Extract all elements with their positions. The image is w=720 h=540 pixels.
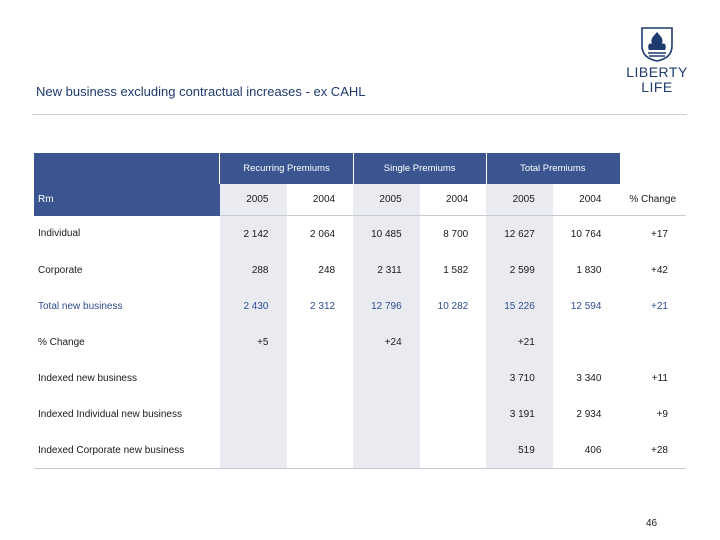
cell: [420, 396, 487, 432]
row-label: % Change: [38, 336, 85, 348]
cell: 1 582: [443, 264, 469, 276]
cell: 12 627: [486, 216, 553, 253]
cell: [619, 324, 686, 360]
group-recurring-premiums: Recurring Premiums: [220, 153, 353, 184]
year-header: 2005: [353, 184, 420, 216]
cell: 248: [318, 264, 336, 276]
row-label: Indexed Individual new business: [38, 408, 182, 420]
table-row: [34, 432, 686, 469]
cell: 3 710: [486, 360, 553, 396]
cell: 10 764: [570, 228, 602, 240]
row-label: Indexed new business: [38, 372, 137, 384]
cell: [553, 324, 620, 360]
table-row: [34, 288, 686, 324]
cell: 1 830: [576, 264, 602, 276]
row-label: Total new business: [38, 300, 123, 312]
cell: 10 485: [353, 216, 420, 253]
year-header: 2004: [287, 184, 354, 216]
cell: [287, 396, 354, 432]
header-divider: [32, 114, 687, 115]
table-row: [34, 396, 686, 432]
cell: 8 700: [443, 228, 469, 240]
cell: [220, 396, 287, 432]
logo-line-2: LIFE: [641, 79, 673, 95]
flame-emblem-icon: [640, 26, 674, 62]
cell: +42: [651, 264, 668, 276]
cell: [287, 360, 354, 396]
cell: 288: [220, 252, 287, 288]
cell: [420, 432, 487, 469]
group-single-premiums: Single Premiums: [353, 153, 486, 184]
cell: +21: [486, 324, 553, 360]
cell: [287, 432, 354, 469]
cell: 15 226: [486, 288, 553, 324]
cell: 406: [553, 432, 620, 469]
cell: [420, 360, 487, 396]
cell: +28: [619, 432, 686, 469]
new-business-table: [34, 153, 686, 469]
group-header-row: [34, 153, 686, 184]
year-header: 2005: [220, 184, 287, 216]
cell: 2 311: [353, 252, 420, 288]
cell: [353, 360, 420, 396]
year-header: 2004: [553, 184, 620, 216]
year-header: 2004: [420, 184, 487, 216]
cell: +17: [651, 228, 668, 240]
page-number: 46: [646, 518, 658, 529]
year-header: 2005: [486, 184, 553, 216]
cell: 2 430: [220, 288, 287, 324]
row-label: Indexed Corporate new business: [34, 432, 220, 469]
cell: +5: [220, 324, 287, 360]
cell: [420, 324, 487, 360]
cell: 2 934: [576, 408, 602, 420]
row-label: Individual: [38, 228, 81, 240]
cell: 12 594: [570, 300, 602, 312]
cell: 12 796: [353, 288, 420, 324]
cell: [220, 432, 287, 469]
cell: 3 191: [486, 396, 553, 432]
cell: 10 282: [437, 300, 469, 312]
cell: +11: [651, 372, 668, 384]
cell: 519: [486, 432, 553, 469]
table-row: [34, 324, 686, 360]
logo-line-1: LIBERTY: [626, 64, 688, 80]
cell: 3 340: [576, 372, 602, 384]
table-row: [34, 252, 686, 288]
page-title: New business excluding contractual increases - ex CAHL: [36, 84, 366, 99]
cell: 2 064: [310, 228, 336, 240]
cell: +24: [353, 324, 420, 360]
table-row: [34, 360, 686, 396]
row-label-header: Rm: [34, 184, 220, 216]
cell: [353, 432, 420, 469]
cell: 2 599: [486, 252, 553, 288]
group-total-premiums: Total Premiums: [486, 153, 619, 184]
cell: +9: [656, 408, 668, 420]
cell: [287, 324, 354, 360]
liberty-life-logo: [622, 26, 692, 94]
pct-change-header: % Change: [619, 184, 686, 216]
table-row: [34, 216, 686, 253]
cell: 2 312: [310, 300, 336, 312]
cell: [353, 396, 420, 432]
cell: +21: [651, 300, 668, 312]
row-label: Corporate: [38, 264, 83, 276]
cell: [220, 360, 287, 396]
year-header-row: [34, 184, 686, 216]
cell: 2 142: [220, 216, 287, 253]
